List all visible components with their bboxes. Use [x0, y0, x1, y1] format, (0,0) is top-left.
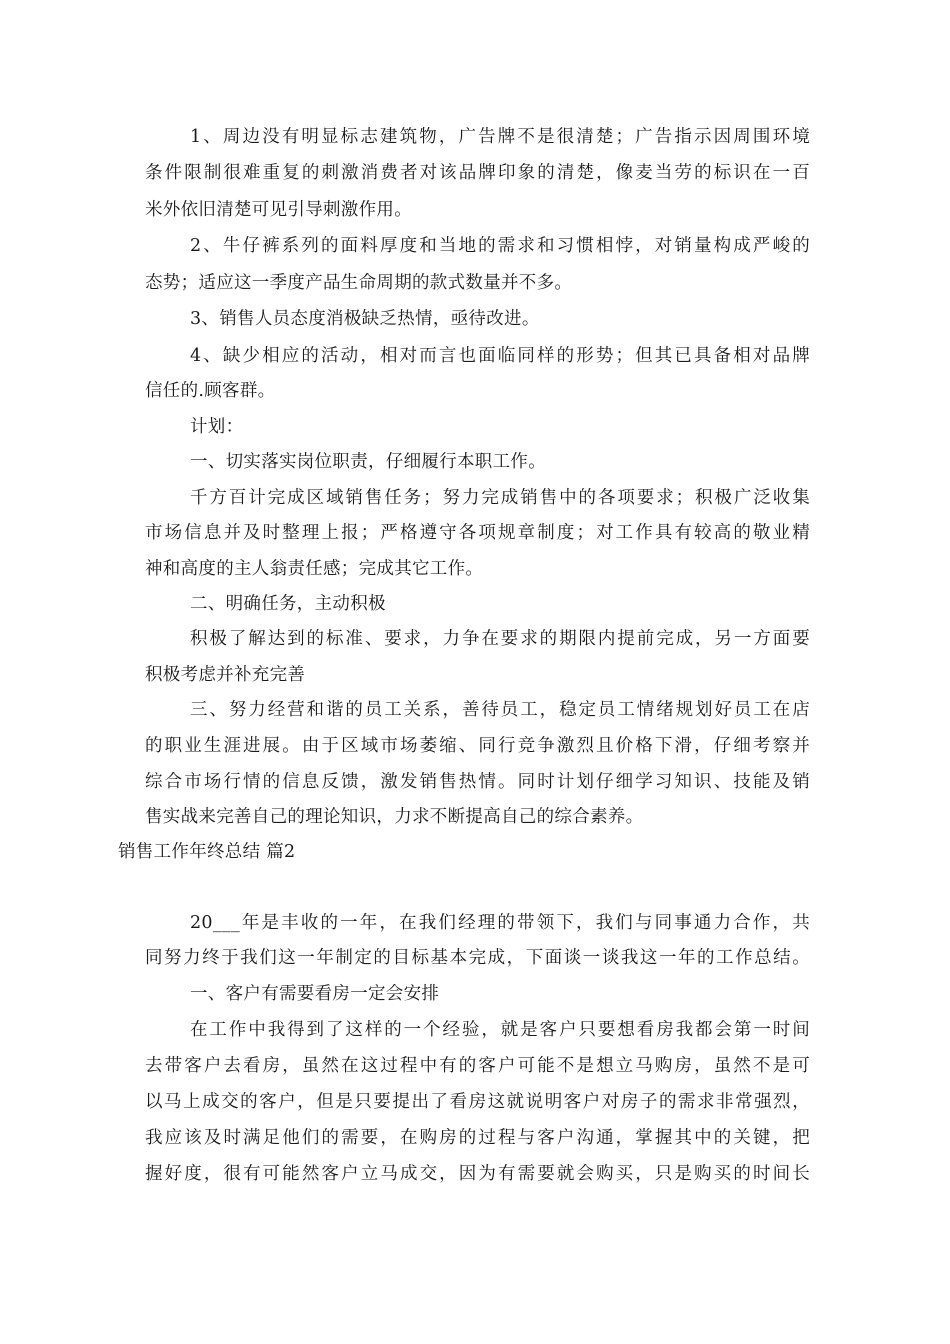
paragraph-line: 神和高度的主人翁责任感；完成其它工作。: [145, 559, 484, 579]
paragraph-line: 信任的.顾客群。: [145, 381, 276, 401]
paragraph-line: 1、周边没有明显标志建筑物，广告牌不是很清楚；广告指示因周围环境: [190, 127, 810, 147]
paragraph-line: 售实战来完善自己的理论知识，力求不断提高自己的综合素养。: [145, 807, 644, 827]
paragraph-line: 我应该及时满足他们的需要，在购房的过程与客户沟通，掌握其中的关键，把: [145, 1128, 810, 1148]
paragraph-line: 条件限制很难重复的刺激消费者对该品牌印象的清楚，像麦当劳的标识在一百: [145, 163, 810, 183]
paragraph-line: 3、销售人员态度消极缺乏热情，亟待改进。: [190, 309, 540, 329]
paragraph-line: 的职业生涯进展。由于区域市场萎缩、同行竞争激烈且价格下滑，仔细考察并: [145, 736, 810, 756]
paragraph-line: 20___年是丰收的一年，在我们经理的带领下，我们与同事通力合作，共: [190, 913, 810, 933]
paragraph-line: 综合市场行情的信息反馈，激发销售热情。同时计划仔细学习知识、技能及销: [145, 772, 810, 792]
section-heading: 三、努力经营和谐的员工关系，善待员工，稳定员工情绪规划好员工在店: [190, 700, 810, 720]
paragraph-line: 握好度，很有可能然客户立马成交，因为有需要就会购买，只是购买的时间长: [145, 1164, 810, 1184]
paragraph-line: 去带客户去看房，虽然在这过程中有的客户可能不是想立马购房，虽然不是可: [145, 1056, 810, 1076]
paragraph-line: 2、牛仔裤系列的面料厚度和当地的需求和习惯相悖，对销量构成严峻的: [190, 236, 810, 256]
section-heading: 一、客户有需要看房一定会安排: [190, 984, 440, 1004]
paragraph-line: 以马上成交的客户，但是只要提出了看房这就说明客户对房子的需求非常强烈，: [145, 1092, 810, 1112]
paragraph-line: 4、缺少相应的活动，相对而言也面临同样的形势；但其已具备相对品牌: [190, 346, 810, 366]
article-title: 销售工作年终总结 篇2: [118, 842, 296, 862]
paragraph-line: 千方百计完成区域销售任务；努力完成销售中的各项要求；积极广泛收集: [190, 488, 810, 508]
paragraph-line: 在工作中我得到了这样的一个经验，就是客户只要想看房我都会第一时间: [190, 1020, 810, 1040]
section-heading: 二、明确任务，主动积极: [190, 594, 386, 614]
paragraph-line: 积极考虑并补充完善: [145, 665, 306, 685]
section-heading: 一、切实落实岗位职责，仔细履行本职工作。: [190, 452, 546, 472]
paragraph-line: 积极了解达到的标准、要求，力争在要求的期限内提前完成，另一方面要: [190, 629, 810, 649]
section-label: 计划：: [190, 417, 244, 437]
paragraph-line: 同努力终于我们这一年制定的目标基本完成，下面谈一谈我这一年的工作总结。: [145, 948, 810, 968]
paragraph-line: 市场信息并及时整理上报；严格遵守各项规章制度；对工作具有较高的敬业精: [145, 523, 810, 543]
paragraph-line: 米外依旧清楚可见引导刺激作用。: [145, 200, 412, 220]
paragraph-line: 态势；适应这一季度产品生命周期的款式数量并不多。: [145, 273, 573, 293]
